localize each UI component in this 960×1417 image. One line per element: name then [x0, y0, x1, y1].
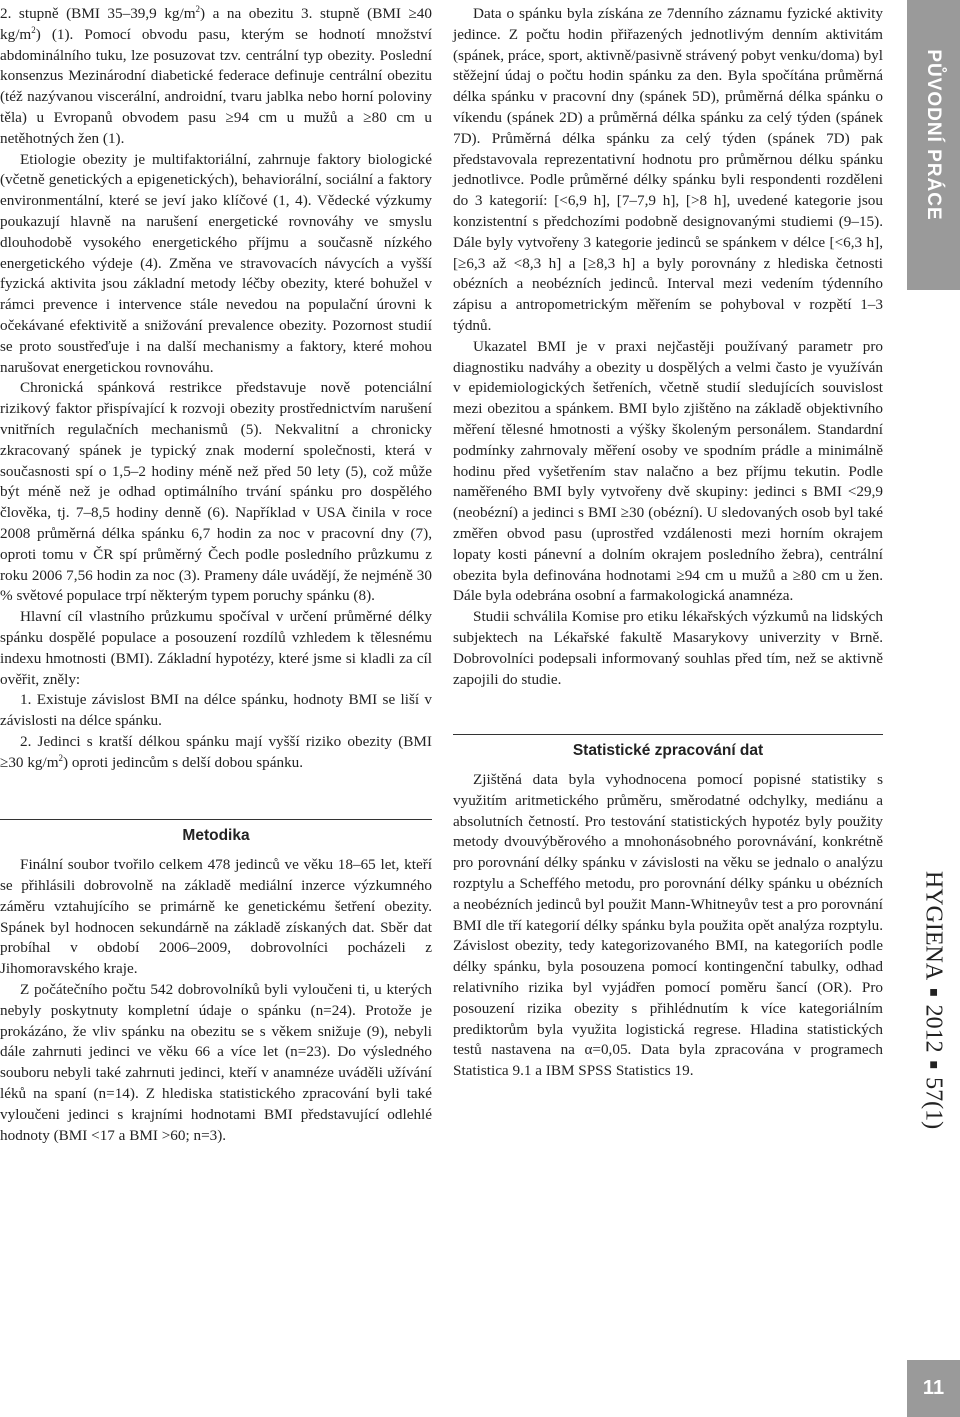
- page-sidebar: [907, 0, 960, 1417]
- text-segment: 2. Jedinci s kratší délkou spánku mají vyšší riziko obezity (BMI ≥30 kg/m: [0, 732, 432, 771]
- separator-square-icon: ■: [925, 1060, 941, 1070]
- section-heading-metodika: Metodika: [0, 819, 432, 847]
- section-label: PŮVODNÍ PRÁCE: [923, 49, 944, 221]
- section-heading-statistics: Statistické zpracování dat: [453, 734, 883, 762]
- left-column: [0, 4, 432, 1146]
- hypothesis-2: [0, 732, 432, 774]
- section-label-box: [907, 0, 960, 290]
- paragraph-bmi-measurement: Ukazatel BMI je v praxi nejčastěji používaný parametr pro diagnostiku nadváhy a obezity u dospělých a velmi často je využíván v epidemiologických šetřeních, včetně studií sledujících souvislost mezi obezitou a spánkem. BMI bylo zjištěno na základě objektivního měření tělesné hmotnosti a výšky školeným personálem. Standardní podmínky zahrnovaly měření osoby ve spodním prádle a minimálně hodinu před vyšetřením stav nalačno a bez příjmu tekutin. Podle naměřeného BMI byly vytvořeny dvě skupiny: jedinci s BMI <29,9 (neobézní) a jedinci s BMI ≥30 (obézní). U sledovaných osob byl také změřen obvod pasu (uprostřed vzdálenosti mezi horním okrajem lopaty kosti pánevní a dolním okrajem posledního žebra), centrální obezita byla definována hodnotami ≥94 cm u mužů a ≥80 cm u žen. Dále byla odebrána osobní a farmakologická anamnéza.: [453, 337, 883, 605]
- superscript: 2: [195, 3, 201, 14]
- paragraph-etiology: Etiologie obezity je multifaktoriální, zahrnuje faktory biologické (včetně genetických a epigenetických), behaviorální, sociální a faktory environmentální, které se jeví jako klíčové (1, 4). Vědecké výzkumy poukazují hlavně na narušení energetické rovnováhy ve smyslu dlouhodobě vysokého energetického příjmu a současně nízkého energetického výdeje (4). Změna ve stravovacích návycích a vyšší fyzická aktivita jsou základní metody léčby obezity, které bohužel v rámci prevence i intervence stále nevedou na populační úrovni k očekávané efektivitě a snižování prevalence obezity. Pozornost studií se proto soustřeďuje i na další mechanismy a faktory, které mohou narušovat energetickou rovnováhu.: [0, 150, 432, 376]
- journal-issue: 57(1): [920, 1077, 947, 1130]
- separator-square-icon: ■: [925, 988, 941, 997]
- right-column: [453, 4, 883, 1082]
- text-segment: ) (1). Pomocí obvodu pasu, kterým se hodnotí množství abdominálního tuku, lze posuzovat tzv. centrální typ obezity. Poslední konsenzus Mezinárodní diabetické federace definuje centrální obezitu (též nazývanou viscerální, androidní, tvaru jablka nebo horní poloviny těla) u Evropanů obvodem pasu ≥94 cm u mužů a ≥80 cm u netěhotných žen (1).: [0, 25, 432, 147]
- text-segment: 2. stupně (BMI 35–39,9 kg/m: [0, 5, 196, 22]
- paragraph-statistics: Zjištěná data byla vyhodnocena pomocí popisné statistiky s využitím aritmetického průměru, směrodatné odchylky, mediánu a absolutních četností. Pro testování statistických hypotéz byly použity metody dvouvýběrového a mnohonásobného porovnávání, konkrétně pro porovnání délky spánku v závislosti na věku se jednalo o analýzu rozptylu a Scheffého metodu, pro porovnání délky spánku u obézních a neobézních jedinců byl použit Mann-Whitneyův test a pro porovnání BMI dle tří kategorií délky spánku byla použita opět analýza rozptylu. Závislost obezity, tedy kategorizovaného BMI, na kategoriích podle délky spánku, byla posouzena pomocí kontingenční tabulky, odhad relativního rizika byl vyjádřen pomocí poměru šancí (OR). Pro posouzení rizika obezity s přihlédnutím k více kategoriálním prediktorům byla využita logistická regrese. Hladina statistických testů nastavena na α=0,05. Data byla zpracována v programech Statistica 9.1 a IBM SPSS Statistics 19.: [453, 771, 883, 1080]
- paragraph-study-aim: Hlavní cíl vlastního průzkumu spočíval v určení průměrné délky spánku dospělé populace a posouzení rozdílů vzhledem k tělesnému indexu hmotnosti (BMI). Základní hypotézy, které jsme si kladli za cíl ověřit, zněly:: [0, 608, 432, 688]
- journal-name: HYGIENA: [920, 870, 947, 981]
- paragraph-ethics: Studii schválila Komise pro etiku lékařských výzkumů na lidských subjektech na Lékařské fakultě Masarykovy univerzity v Brně. Dobrovolníci podepsali informovaný souhlas před tím, než se aktivně zapojili do studie.: [453, 608, 883, 688]
- superscript: 2: [31, 24, 36, 35]
- text-segment: ) oproti jedincům s delší dobou spánku.: [63, 753, 304, 771]
- superscript: 2: [58, 752, 64, 763]
- journal-info: [920, 871, 947, 1129]
- paragraph-sample: Finální soubor tvořilo celkem 478 jedinců ve věku 18–65 let, kteří se přihlásili dobrovolně na základě mediální inzerce výzkumného záměru vztahujícího se primárně ke genetickému šetření obezity. Spánek byl hodnocen sekundárně na základě získaných dat. Sběr dat probíhal v období 2006–2009, dobrovolníci pocházeli z Jihomoravského kraje.: [0, 856, 432, 978]
- journal-year: 2012: [920, 1004, 947, 1053]
- paragraph-sleep-restriction: Chronická spánková restrikce představuje nově potenciální rizikový faktor přispívající k rozvoji obezity prostřednictvím narušení vnitřních regulačních mechanismů (5). Nekvalitní a chronicky zkracovaný spánek je typický znak moderní společnosti, která v současnosti spí o 1,5–2 hodiny méně než před 50 lety (5), což může být méně než je odhad optimálního trvání spánku pro dospělého člověka, tj. 7–8,5 hodiny denně (6). Například v USA činila v roce 2008 průměrná délka spánku 6,7 hodin za noc v pracovní dny (7), oproti tomu v ČR spí průměrný Čech podle posledního průzkumu z roku 2006 7,56 hodin za noc (3). Prameny dále uvádějí, že nejméně 30 % světové populace trpí některým typem poruchy spánku (8).: [0, 379, 432, 605]
- paragraph-sleep-data: Data o spánku byla získána ze 7denního záznamu fyzické aktivity jedince. Z počtu hodin přiřazených jednotlivým denním aktivitám (spánek, práce, sport, aktivně/pasivně strávený pobyt venku/doma) byl stěžejní údaj o počtu hodin spánku za den. Byla spočítána průměrná délka spánku v pracovní dny (spánek 5D), průměrná délka spánku o víkendu (spánek 2D) a průměrná délka spánku za celý týden (spánek 7D). Průměrná délka spánku za celý týden (spánek 7D) pak představovala reprezentativní hodnotu pro průměrnou délku spánku jednotlivce. Podle průměrné délky spánku byli respondenti rozděleni do 3 kategorií: [<6,9 h], [7–7,9 h], [>8 h], uvedené kategorie jsou konzistentní s předchozími podobně designovanými studiemi (9–15). Dále byly vytvořeny 3 kategorie jedinců se spánkem v délce [<6,3 h], [≥6,3 až <8,3 h] a [≥8,3 h] a byly porovnány z hlediska četnosti obézních a neobézních jedinců. Interval mezi vedením týdenního zápisu a antropometrickým měřením se pohyboval v rozpětí 1–3 týdnů.: [453, 5, 883, 334]
- page-number: 11: [907, 1360, 960, 1417]
- paragraph-bmi-classification: [0, 4, 432, 150]
- paragraph-exclusions: Z počátečního počtu 542 dobrovolníků byli vyloučeni ti, u kterých nebyly poskytnuty kompletní údaje o spánku (n=24). Protože je prokázáno, že vliv spánku na obezitu se s věkem snižuje (9), nebyli dále zahrnuti jedinci ve věku 66 a více let (n=23). Do výsledného souboru nebyli také zahrnuti jedinci, kteří v anamnéze uváděli užívání léků na spaní (n=14). Z hlediska statistického zpracování byli také vyloučeni jedinci s krajními hodnotami BMI představující odlehlé hodnoty (BMI <17 a BMI >60; n=3).: [0, 981, 432, 1144]
- hypothesis-1: 1. Existuje závislost BMI na délce spánku, hodnoty BMI se liší v závislosti na délce spánku.: [0, 691, 432, 730]
- text-segment: ) a na obezitu 3. stupně (BMI ≥40 kg/m: [0, 5, 432, 43]
